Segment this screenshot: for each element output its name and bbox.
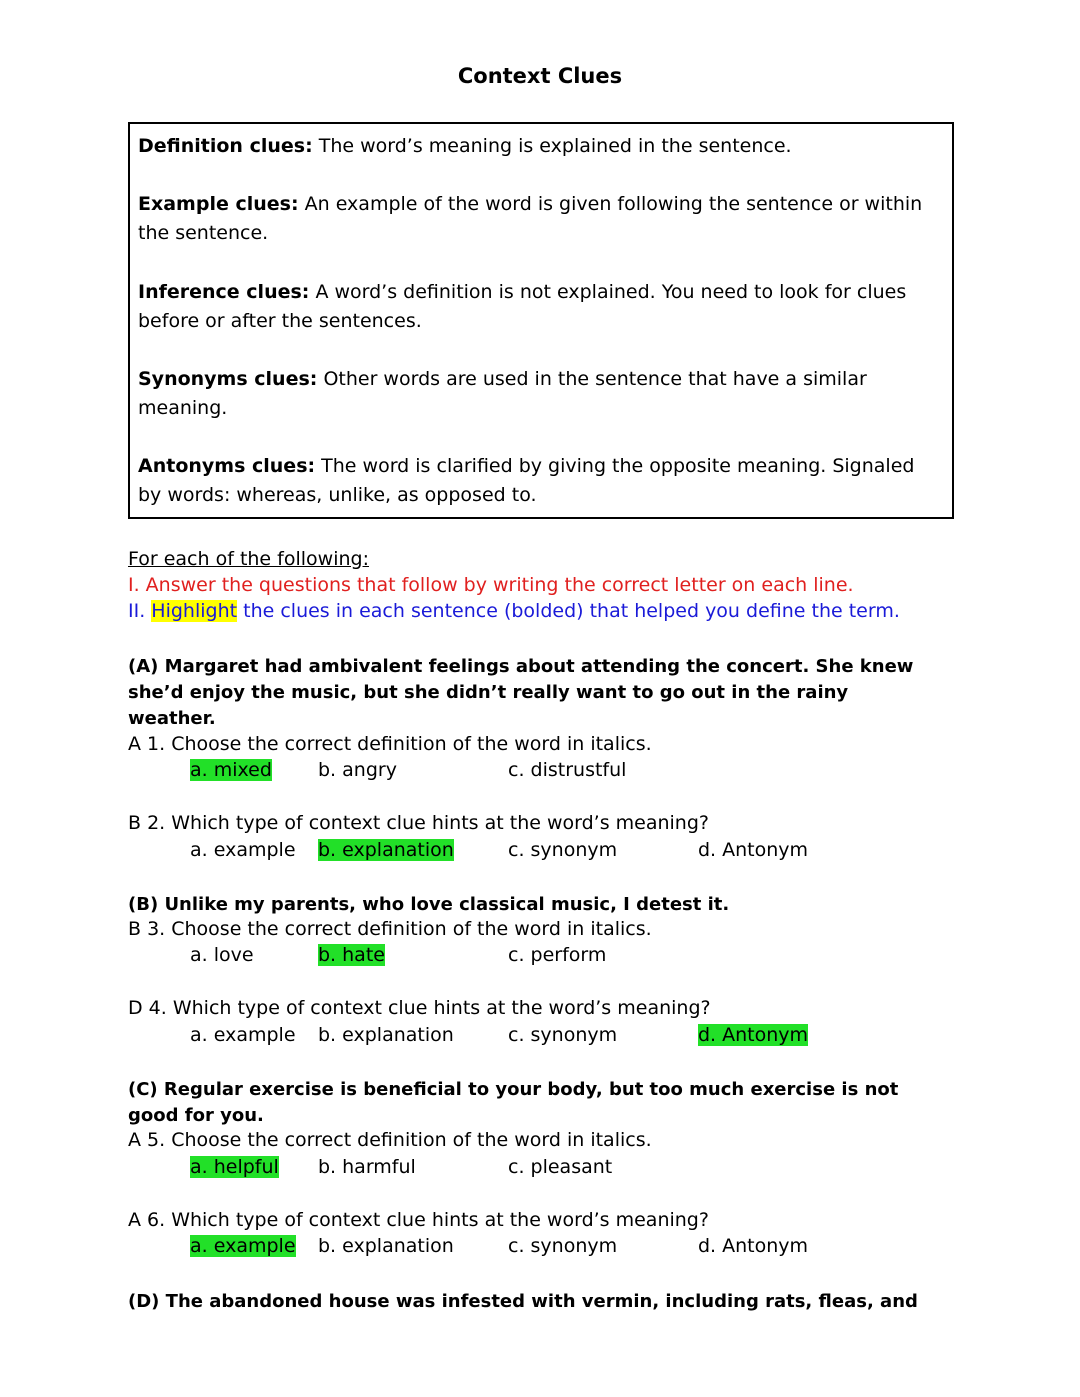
q4-option-d: d. Antonym	[698, 1024, 809, 1046]
q3-option-a: a. love	[190, 944, 254, 966]
definition-text: Other words are used in the sentence that have a similar meaning.	[138, 368, 867, 419]
q5-option-c: c. pleasant	[508, 1156, 613, 1178]
question-6-stem: A 6. Which type of context clue hints at the word’s meaning?	[128, 1209, 709, 1231]
definition-text: The word’s meaning is explained in the sentence.	[318, 135, 792, 157]
definitions-box	[128, 122, 954, 519]
q6-option-b: b. explanation	[318, 1235, 454, 1257]
instructions-heading: For each of the following:	[128, 548, 369, 570]
q2-option-a: a. example	[190, 839, 296, 861]
definition-term: Inference clues:	[138, 281, 310, 303]
q5-option-b: b. harmful	[318, 1156, 416, 1178]
instructions-line-2-prefix: II.	[128, 600, 152, 622]
page-title: Context Clues	[457, 64, 623, 88]
sentence-a-line-3: weather.	[128, 708, 216, 729]
q2-option-d: d. Antonym	[698, 839, 809, 861]
question-2-stem: B 2. Which type of context clue hints at the word’s meaning?	[128, 812, 709, 834]
q2-option-c: c. synonym	[508, 839, 618, 861]
q2-option-b: b. explanation	[318, 839, 454, 861]
definition-term: Definition clues:	[138, 135, 313, 157]
q4-option-b: b. explanation	[318, 1024, 454, 1046]
definition-clues-item	[138, 132, 938, 161]
sentence-c-line-1: (C) Regular exercise is beneficial to your body, but too much exercise is not	[128, 1079, 899, 1100]
synonyms-clues-item	[138, 365, 938, 423]
q6-option-a: a. example	[190, 1235, 296, 1257]
antonyms-clues-item	[138, 452, 938, 510]
sentence-d-line-1: (D) The abandoned house was infested with vermin, including rats, fleas, and	[128, 1291, 918, 1312]
sentence-c-line-2: good for you.	[128, 1105, 264, 1126]
inference-clues-item	[138, 278, 938, 336]
definition-term: Example clues:	[138, 193, 299, 215]
question-1-stem: A 1. Choose the correct definition of the word in italics.	[128, 733, 652, 755]
sentence-b-line-1: (B) Unlike my parents, who love classical music, I detest it.	[128, 894, 730, 915]
q5-option-a: a. helpful	[190, 1156, 279, 1178]
instructions-line-2	[128, 600, 900, 622]
question-5-stem: A 5. Choose the correct definition of the word in italics.	[128, 1129, 652, 1151]
definition-text: An example of the word is given following the sentence or within the sentence.	[138, 193, 923, 244]
q4-option-c: c. synonym	[508, 1024, 618, 1046]
instructions-line-2-rest: the clues in each sentence (bolded) that helped you define the term.	[237, 600, 900, 622]
definition-term: Synonyms clues:	[138, 368, 318, 390]
definition-text: A word’s definition is not explained. You need to look for clues before or after the sentences.	[138, 281, 907, 332]
q3-option-c: c. perform	[508, 944, 607, 966]
q4-option-a: a. example	[190, 1024, 296, 1046]
definition-term: Antonyms clues:	[138, 455, 316, 477]
question-4-stem: D 4. Which type of context clue hints at the word’s meaning?	[128, 997, 711, 1019]
q1-option-a: a. mixed	[190, 759, 272, 781]
highlight-word: Highlight	[151, 600, 238, 622]
definition-text: The word is clarified by giving the opposite meaning. Signaled by words: whereas, unlike, as opposed to.	[138, 455, 915, 506]
q6-option-d: d. Antonym	[698, 1235, 809, 1257]
question-3-stem: B 3. Choose the correct definition of the word in italics.	[128, 918, 652, 940]
q6-option-c: c. synonym	[508, 1235, 618, 1257]
instructions-line-1: I. Answer the questions that follow by writing the correct letter on each line.	[128, 574, 854, 596]
q1-option-b: b. angry	[318, 759, 397, 781]
q3-option-b: b. hate	[318, 944, 385, 966]
example-clues-item	[138, 190, 938, 248]
sentence-a-line-2: she’d enjoy the music, but she didn’t really want to go out in the rainy	[128, 682, 849, 703]
q1-option-c: c. distrustful	[508, 759, 627, 781]
sentence-a-line-1: (A) Margaret had ambivalent feelings about attending the concert. She knew	[128, 656, 914, 677]
